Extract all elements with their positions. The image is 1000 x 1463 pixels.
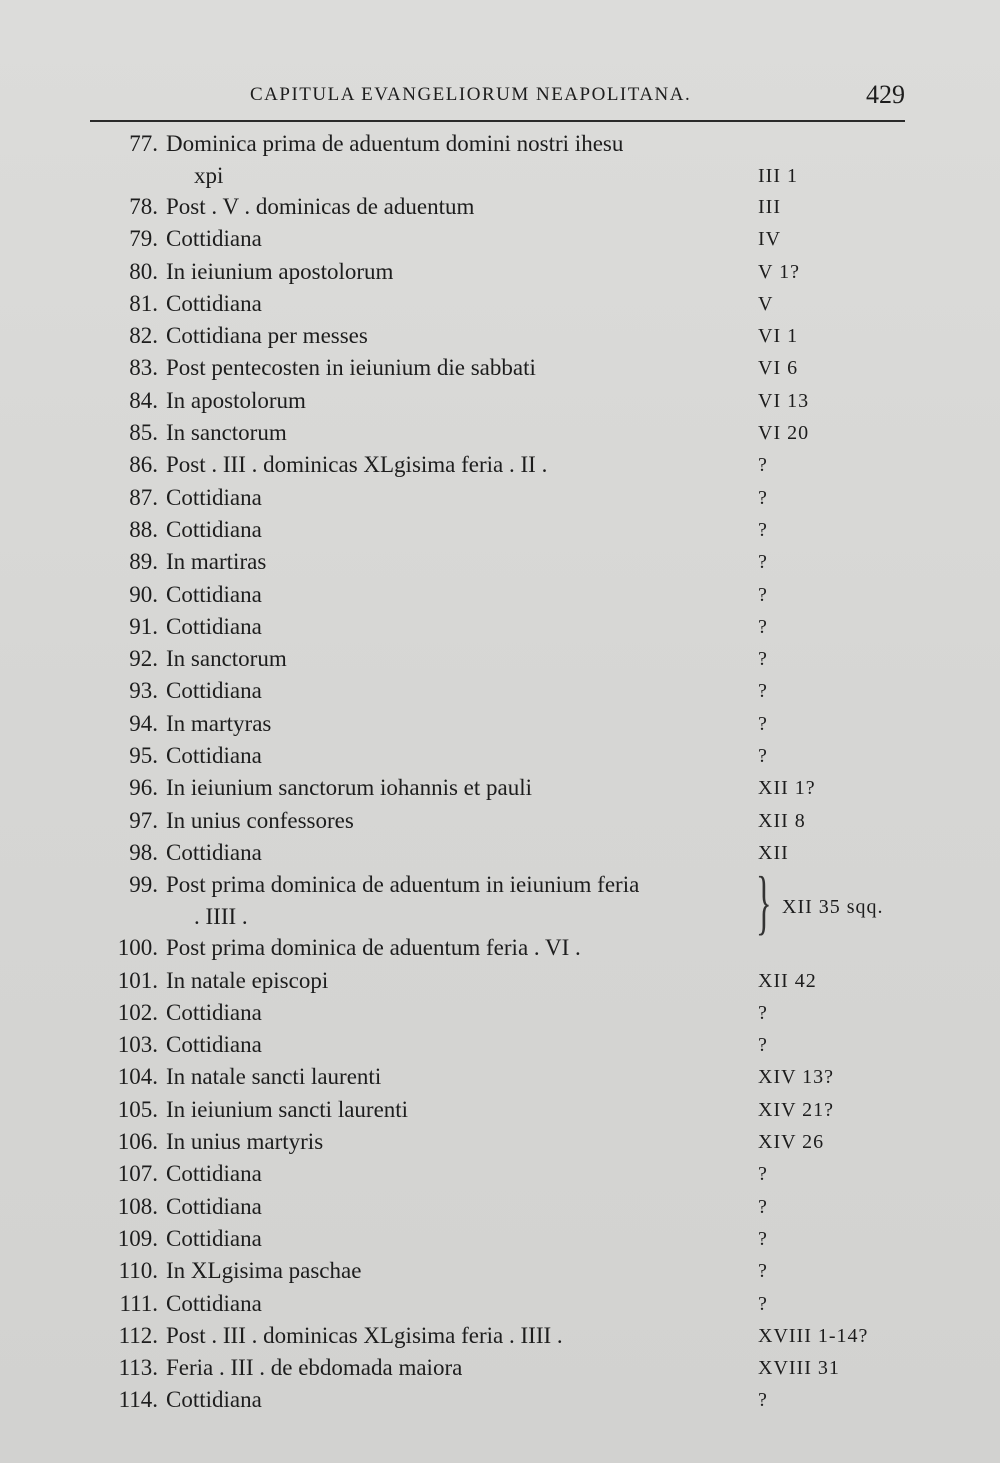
group-reference: XII 35 sqq. xyxy=(782,896,884,918)
list-item xyxy=(0,320,1000,352)
entry-number: 95. xyxy=(129,743,158,769)
list-item xyxy=(0,965,1000,997)
entry-reference: ? xyxy=(758,745,768,768)
entry-reference: ? xyxy=(758,615,768,638)
entry-text-line: In sanctorum xyxy=(166,646,287,672)
entry-reference: ? xyxy=(758,454,768,477)
entry-text xyxy=(166,288,262,320)
list-item xyxy=(0,740,1000,772)
entry-reference: ? xyxy=(758,486,768,509)
entry-number: 89. xyxy=(129,549,158,575)
entry-number: 86. xyxy=(129,452,158,478)
list-item xyxy=(0,579,1000,611)
entry-text-line: In ieiunium apostolorum xyxy=(166,258,394,284)
entry-text xyxy=(166,965,328,997)
entry-text xyxy=(166,1255,361,1287)
entry-text-line: Feria . III . de ebdomada maiora xyxy=(166,1355,463,1381)
list-item xyxy=(0,352,1000,384)
list-item xyxy=(0,611,1000,643)
entry-text xyxy=(166,191,474,223)
entry-number: 108. xyxy=(117,1193,158,1219)
entry-number: 81. xyxy=(129,290,158,316)
entry-text xyxy=(166,1384,262,1416)
entry-text xyxy=(166,740,262,772)
entry-number: 92. xyxy=(129,646,158,672)
entry-number: 114. xyxy=(118,1387,158,1413)
page-header xyxy=(90,80,905,122)
entry-reference: ? xyxy=(758,1227,768,1250)
entry-text-line: Cottidiana xyxy=(166,484,262,510)
entry-text xyxy=(166,643,287,675)
entry-text-line: Cottidiana xyxy=(166,516,262,542)
entry-list xyxy=(0,128,1000,1417)
entry-number: 109. xyxy=(117,1225,158,1251)
list-item xyxy=(0,1029,1000,1061)
entry-reference: ? xyxy=(758,518,768,541)
entry-reference: ? xyxy=(758,1260,768,1283)
entry-reference: XVIII 1-14? xyxy=(758,1324,869,1347)
entry-text-line: Cottidiana xyxy=(166,226,262,252)
entry-text xyxy=(166,675,262,707)
entry-reference: ? xyxy=(758,648,768,671)
entry-text xyxy=(166,223,262,255)
list-item xyxy=(0,288,1000,320)
entry-text-line: Post prima dominica de aduentum feria . VI . xyxy=(166,935,581,961)
entry-text-line: Post . III . dominicas XLgisima feria . II . xyxy=(166,452,548,478)
list-item xyxy=(0,223,1000,255)
entry-reference: ? xyxy=(758,551,768,574)
entry-text xyxy=(166,1029,262,1061)
entry-text-line: Cottidiana xyxy=(166,839,262,865)
entry-text-line: Cottidiana xyxy=(166,1032,262,1058)
list-item xyxy=(0,643,1000,675)
entry-text-line: Post prima dominica de aduentum in ieiunium feria xyxy=(166,872,640,898)
entry-number: 77. xyxy=(129,131,158,156)
entry-reference: ? xyxy=(758,1292,768,1315)
entry-reference: ? xyxy=(758,680,768,703)
list-item xyxy=(0,837,1000,869)
entry-number: 110. xyxy=(118,1258,158,1284)
entry-number: 93. xyxy=(129,678,158,704)
list-item xyxy=(0,805,1000,837)
entry-text xyxy=(166,869,639,933)
entry-text-line: In apostolorum xyxy=(166,387,306,413)
list-item xyxy=(0,256,1000,288)
entry-text-line: Post pentecosten in ieiunium die sabbati xyxy=(166,355,536,381)
entry-reference: IV xyxy=(758,228,782,251)
entry-text-line: Cottidiana xyxy=(166,1161,262,1187)
brace-symbol: } xyxy=(756,862,772,942)
entry-number: 91. xyxy=(129,613,158,639)
entry-text xyxy=(166,320,368,352)
list-item xyxy=(0,1126,1000,1158)
entry-reference: XII 8 xyxy=(758,809,806,832)
list-item xyxy=(0,546,1000,578)
entry-reference: XII 1? xyxy=(758,777,816,800)
entry-number: 90. xyxy=(129,581,158,607)
list-item xyxy=(0,417,1000,449)
list-item xyxy=(0,675,1000,707)
list-item xyxy=(0,1255,1000,1287)
entry-number: 104. xyxy=(117,1064,158,1090)
entry-reference: ? xyxy=(758,1034,768,1057)
entry-text xyxy=(166,1126,323,1158)
entry-number: 107. xyxy=(117,1161,158,1187)
running-title: CAPITULA EVANGELIORUM NEAPOLITANA. xyxy=(250,84,692,105)
entry-text-continuation: xpi xyxy=(194,163,224,188)
entry-reference: III 1 xyxy=(758,165,798,187)
list-item xyxy=(0,1158,1000,1190)
entry-number: 101. xyxy=(117,967,158,993)
entry-text xyxy=(166,514,262,546)
entry-reference: ? xyxy=(758,712,768,735)
entry-text xyxy=(166,837,262,869)
entry-reference: ? xyxy=(758,583,768,606)
entry-reference: V xyxy=(758,292,774,315)
entry-number: 84. xyxy=(129,387,158,413)
list-item xyxy=(0,514,1000,546)
entry-text-line: In natale sancti laurenti xyxy=(166,1064,382,1090)
entry-number: 79. xyxy=(129,226,158,252)
entry-text-line: Cottidiana xyxy=(166,999,262,1025)
entry-text xyxy=(166,1288,262,1320)
list-item xyxy=(0,772,1000,804)
entry-reference: XIV 26 xyxy=(758,1131,825,1154)
entry-number: 97. xyxy=(129,807,158,833)
list-item xyxy=(0,1384,1000,1416)
list-item xyxy=(0,1288,1000,1320)
list-item xyxy=(0,708,1000,740)
entry-text-line: Cottidiana xyxy=(166,743,262,769)
list-item xyxy=(0,1191,1000,1223)
list-item xyxy=(0,1223,1000,1255)
entry-text-line: In natale episcopi xyxy=(166,967,329,993)
entry-number: 78. xyxy=(129,194,158,219)
entry-text-line: Dominica prima de aduentum domini nostri ihesu xyxy=(166,131,624,156)
entry-reference: XIV 13? xyxy=(758,1066,835,1089)
entry-number: 102. xyxy=(117,999,158,1025)
entry-text xyxy=(166,772,532,804)
entry-text-line: In ieiunium sanctorum iohannis et pauli xyxy=(166,775,533,801)
entry-text-line: Cottidiana xyxy=(166,613,262,639)
entry-text-line: In sanctorum xyxy=(166,420,287,446)
entry-number: 106. xyxy=(117,1129,158,1155)
entry-text xyxy=(166,128,623,192)
entry-text xyxy=(166,352,536,384)
entry-number: 85. xyxy=(129,420,158,446)
entry-number: 80. xyxy=(129,258,158,284)
entry-reference: XIV 21? xyxy=(758,1098,835,1121)
entry-reference: XVIII 31 xyxy=(758,1357,840,1380)
entry-reference: V 1? xyxy=(758,260,800,283)
list-item xyxy=(0,482,1000,514)
entry-reference: XII xyxy=(758,841,789,864)
entry-reference: III xyxy=(758,196,781,218)
entry-text-line: In unius martyris xyxy=(166,1129,324,1155)
entry-text xyxy=(166,708,271,740)
entry-text-line: Cottidiana xyxy=(166,1193,262,1219)
entry-number: 98. xyxy=(129,839,158,865)
entry-text-line: Cottidiana per messes xyxy=(166,323,368,349)
entry-reference: VI 20 xyxy=(758,422,810,445)
entry-reference: ? xyxy=(758,1001,768,1024)
list-item xyxy=(0,1061,1000,1093)
entry-reference: ? xyxy=(758,1389,768,1412)
entry-number: 96. xyxy=(129,775,158,801)
bracketed-reference xyxy=(756,862,906,944)
entry-text-line: Cottidiana xyxy=(166,1387,262,1413)
entry-text-line: Cottidiana xyxy=(166,1225,262,1251)
entry-text xyxy=(166,611,262,643)
entry-number: 112. xyxy=(118,1322,158,1348)
entry-number: 113. xyxy=(118,1355,158,1381)
entry-reference: ? xyxy=(758,1163,768,1186)
entry-text xyxy=(166,1191,262,1223)
entry-text xyxy=(166,1158,262,1190)
entry-number: 82. xyxy=(129,323,158,349)
list-item xyxy=(0,128,1000,191)
entry-text xyxy=(166,256,393,288)
entry-text-line: In XLgisima paschae xyxy=(166,1258,362,1284)
entry-text xyxy=(166,1352,462,1384)
entry-text xyxy=(166,579,262,611)
list-item xyxy=(0,449,1000,481)
list-item xyxy=(0,191,1000,223)
list-item xyxy=(0,385,1000,417)
entry-number: 111. xyxy=(119,1290,158,1316)
entry-text-continuation: . IIII . xyxy=(194,904,248,930)
entry-text xyxy=(166,1320,563,1352)
entry-number: 100. xyxy=(117,935,158,961)
entry-text-line: Post . III . dominicas XLgisima feria . IIII . xyxy=(166,1322,563,1348)
entry-number: 99. xyxy=(129,872,158,898)
entry-reference: XII 42 xyxy=(758,969,817,992)
entry-text xyxy=(166,417,287,449)
entry-text xyxy=(166,385,306,417)
entry-text-line: Cottidiana xyxy=(166,290,262,316)
entry-reference: VI 1 xyxy=(758,325,799,348)
entry-text xyxy=(166,449,547,481)
entry-text-line: Post . V . dominicas de aduentum xyxy=(166,194,475,219)
entry-text xyxy=(166,1223,262,1255)
entry-text-line: In martyras xyxy=(166,710,272,736)
list-item xyxy=(0,1352,1000,1384)
entry-text-line: In unius confessores xyxy=(166,807,354,833)
entry-text xyxy=(166,482,262,514)
entry-text-line: Cottidiana xyxy=(166,678,262,704)
entry-number: 88. xyxy=(129,516,158,542)
entry-number: 83. xyxy=(129,355,158,381)
entry-number: 105. xyxy=(117,1096,158,1122)
entry-text xyxy=(166,1061,381,1093)
entry-text xyxy=(166,1094,408,1126)
list-item xyxy=(0,1320,1000,1352)
list-item xyxy=(0,997,1000,1029)
entry-reference: VI 6 xyxy=(758,357,799,380)
entry-number: 94. xyxy=(129,710,158,736)
entry-text-line: Cottidiana xyxy=(166,581,262,607)
list-item xyxy=(0,1094,1000,1126)
page-number: 429 xyxy=(866,80,905,109)
entry-text-line: In ieiunium sancti laurenti xyxy=(166,1096,409,1122)
entry-text-line: In martiras xyxy=(166,549,267,575)
entry-text xyxy=(166,932,581,964)
entry-reference: ? xyxy=(758,1195,768,1218)
entry-text xyxy=(166,546,266,578)
entry-text xyxy=(166,805,354,837)
entry-text xyxy=(166,997,262,1029)
entry-text-line: Cottidiana xyxy=(166,1290,262,1316)
entry-reference: VI 13 xyxy=(758,389,810,412)
entry-number: 87. xyxy=(129,484,158,510)
entry-number: 103. xyxy=(117,1032,158,1058)
